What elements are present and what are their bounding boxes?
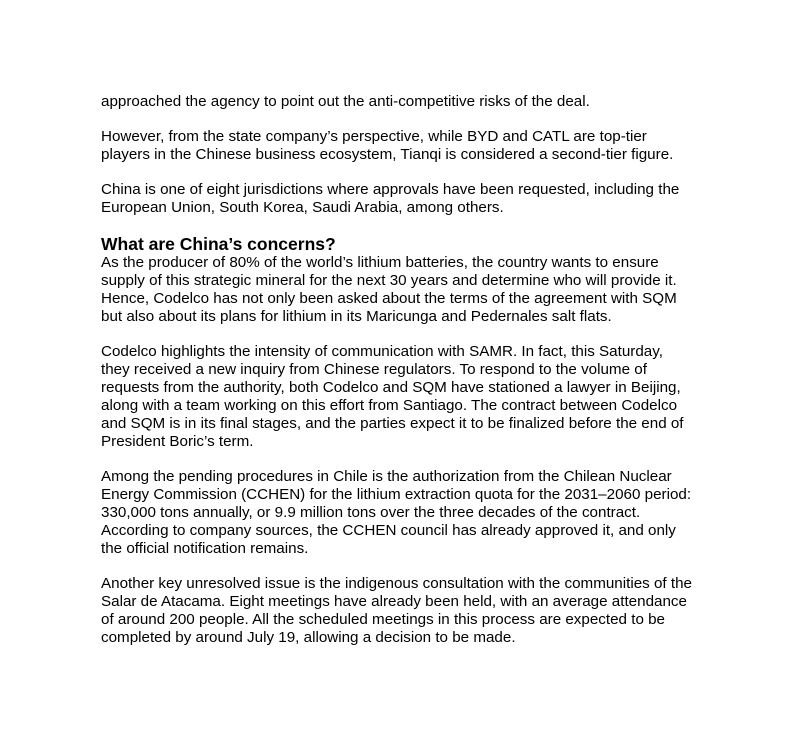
- paragraph-lithium-supply: As the producer of 80% of the world’s lithium batteries, the country wants to ensure supply of this strategic mineral for the next 30 years and determine who will provide it. Hence, Codelco has not only been asked about the terms of the agreement with SQM but also about its plans for lithium in its Maricunga and Pedernales salt flats.: [101, 254, 677, 325]
- section-heading: What are China’s concerns?: [101, 234, 336, 254]
- paragraph-cchen-authorization: Among the pending procedures in Chile is the authorization from the Chilean Nuclear Energy Commission (CCHEN) for the lithium extraction quota for the 2031–2060 period: 330,000 tons annually, or 9.9 million tons over the three decades of the contract. According to company sources, the CCHEN council has already approved it, and only the official notification remains.: [101, 468, 692, 557]
- document-page: [101, 93, 711, 664]
- paragraph-indigenous-consultation: Another key unresolved issue is the indigenous consultation with the communities of the Salar de Atacama. Eight meetings have already been held, with an average attendance of around 200 people. All the scheduled meetings in this process are expected to be completed by around July 19, allowing a decision to be made.: [101, 575, 692, 646]
- paragraph-samr-communication: Codelco highlights the intensity of communication with SAMR. In fact, this Saturday, they received a new inquiry from Chinese regulators. To respond to the volume of requests from the authority, both Codelco and SQM have stationed a lawyer in Beijing, along with a team working on this effort from Santiago. The contract between Codelco and SQM is in its final stages, and the parties expect it to be finalized before the end of President Boric’s term.: [101, 343, 684, 450]
- paragraph-jurisdictions: China is one of eight jurisdictions where approvals have been requested, including the European Union, South Korea, Saudi Arabia, among others.: [101, 181, 680, 216]
- paragraph-agency-risks: approached the agency to point out the anti-competitive risks of the deal.: [101, 93, 590, 110]
- paragraph-state-company-perspective: However, from the state company’s perspective, while BYD and CATL are top-tier players in the Chinese business ecosystem, Tianqi is considered a second-tier figure.: [101, 128, 674, 163]
